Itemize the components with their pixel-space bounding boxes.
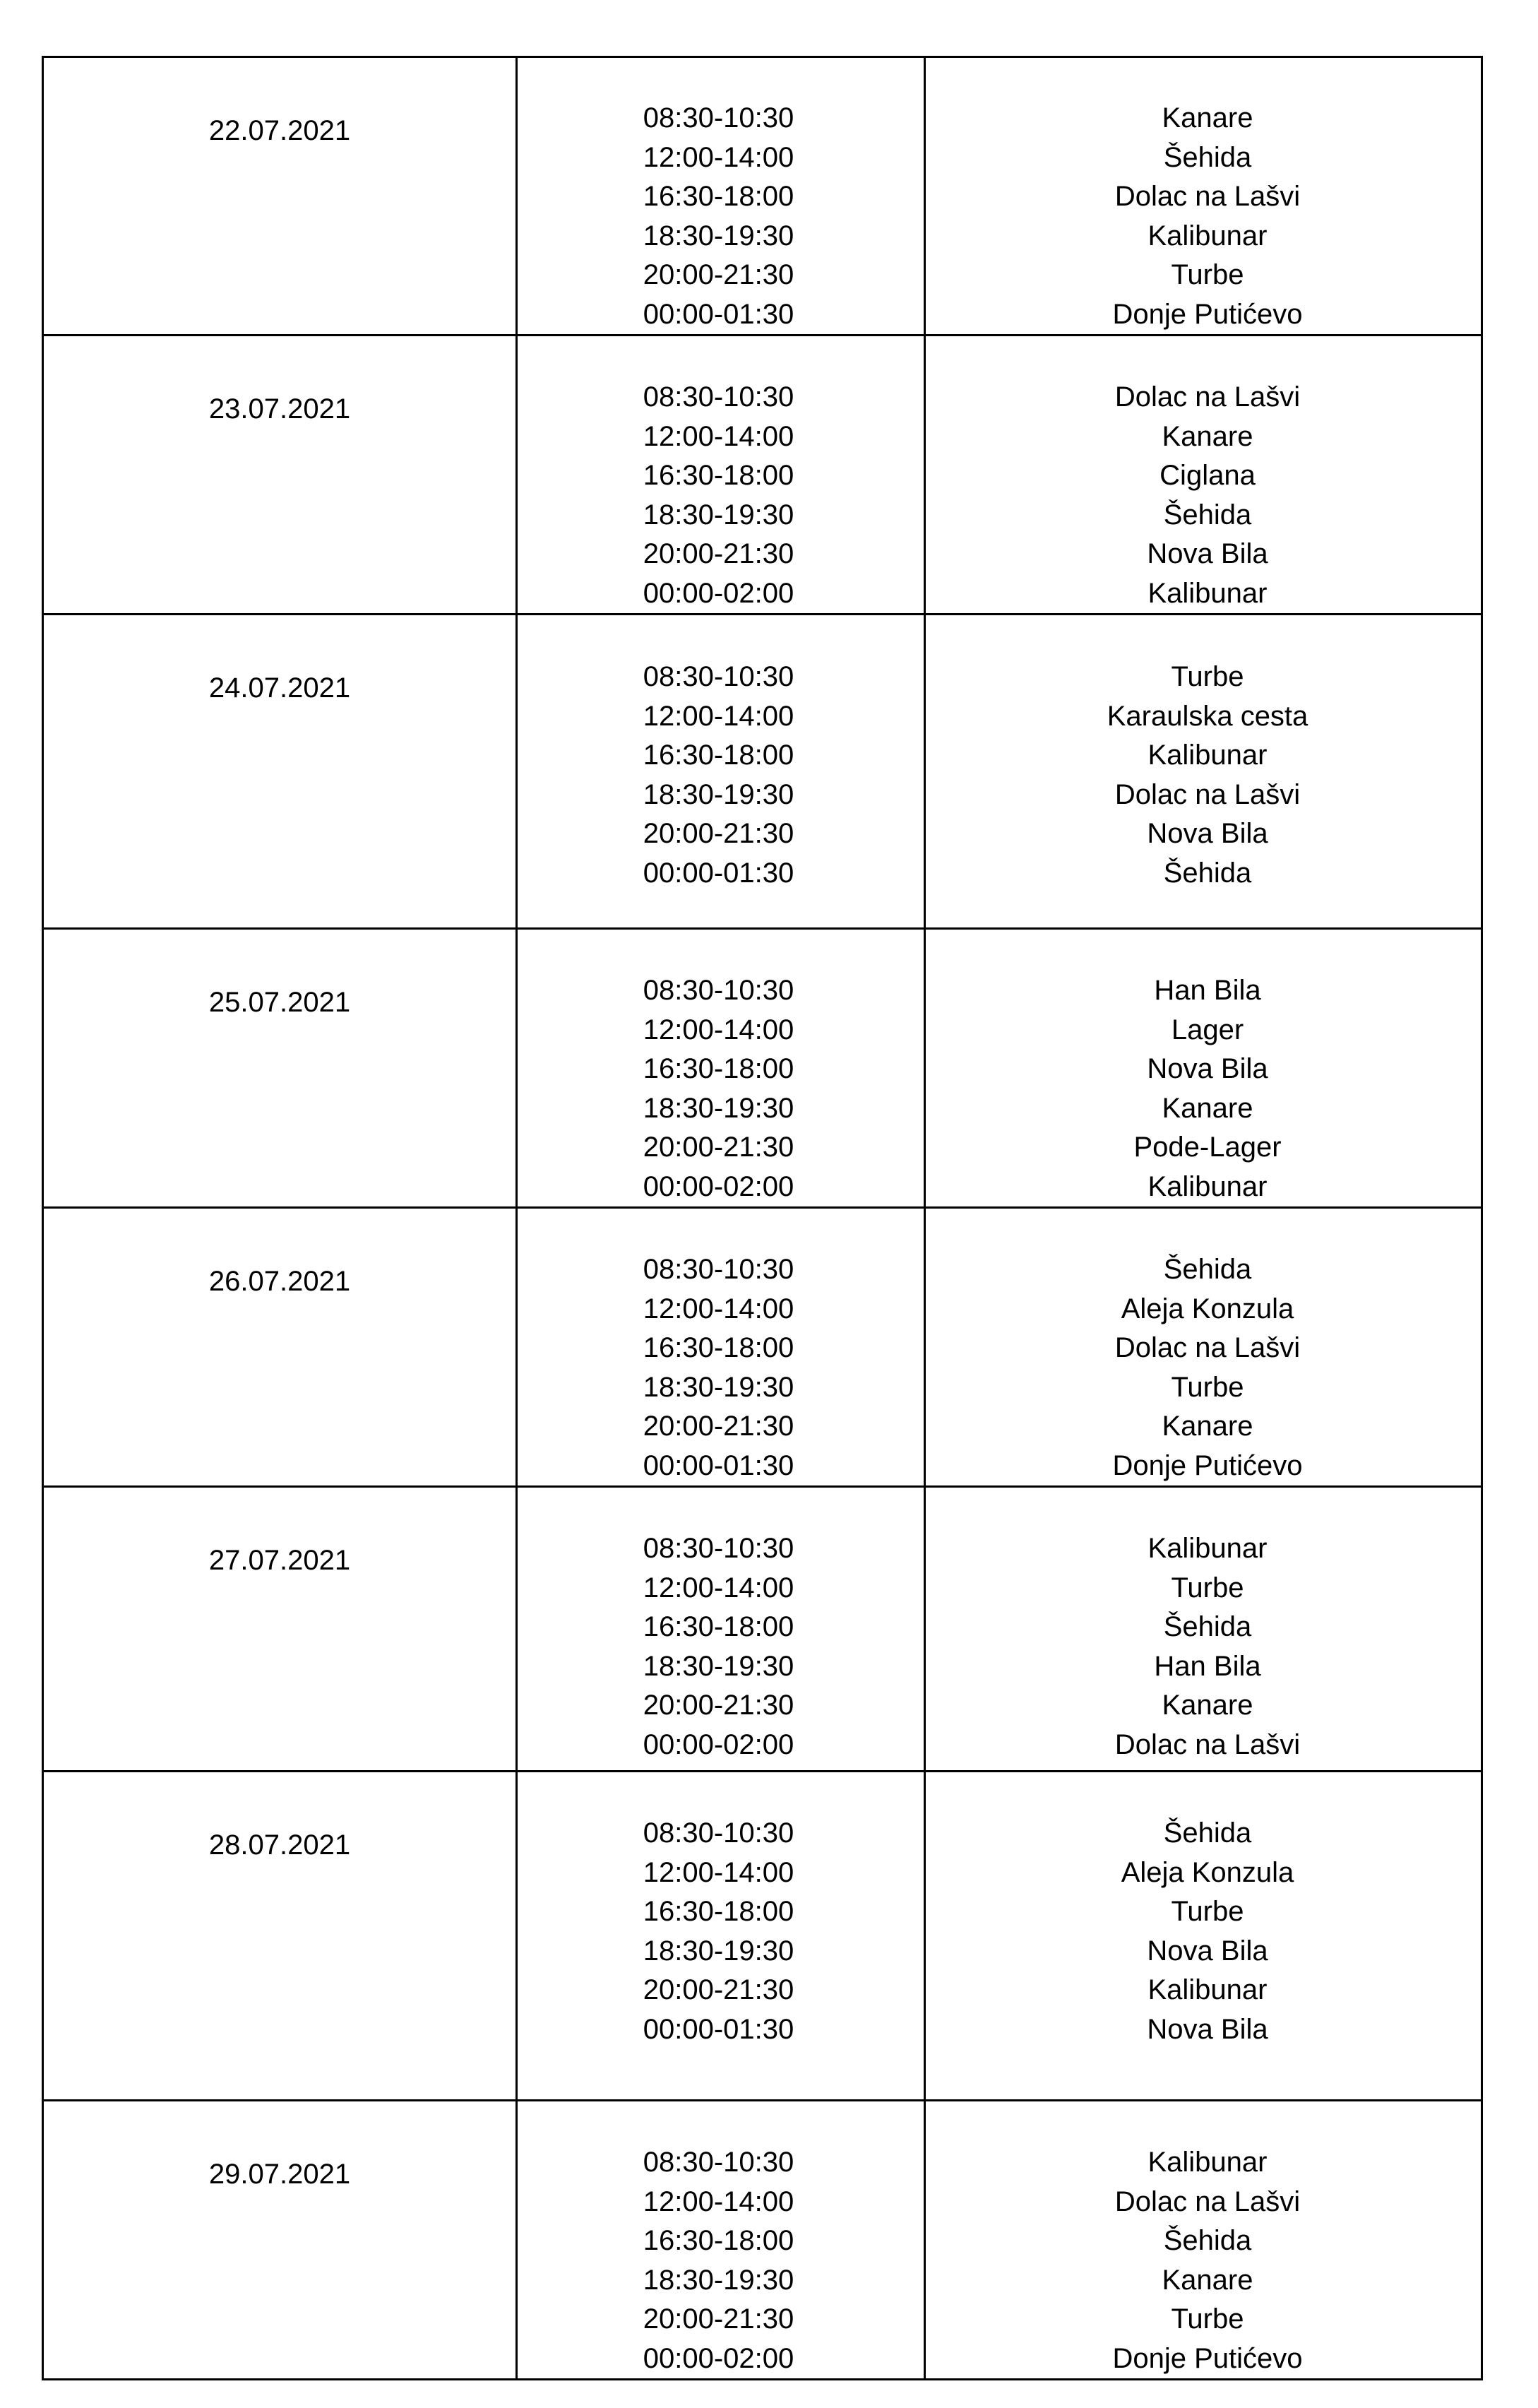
time-slot: 20:00-21:30 (643, 259, 794, 290)
location-name: Dolac na Lašvi (1114, 1332, 1301, 1363)
location-name: Dolac na Lašvi (1114, 2185, 1301, 2217)
time-slot: 18:30-19:30 (643, 1371, 794, 1403)
time-slots-cell (517, 57, 925, 336)
date-cell (43, 57, 517, 336)
location-name: Turbe (1171, 1572, 1244, 1603)
time-slots-cell (517, 1487, 925, 1772)
location-name: Turbe (1171, 2303, 1244, 2335)
time-slot: 12:00-14:00 (643, 1014, 794, 1045)
schedule-row (43, 1208, 1482, 1487)
location-name: Dolac na Lašvi (1114, 778, 1301, 810)
schedule-row (43, 929, 1482, 1208)
date-cell (43, 615, 517, 929)
time-slot: 00:00-01:30 (643, 1449, 794, 1481)
time-slot: 12:00-14:00 (643, 1293, 794, 1324)
location-name: Kalibunar (1147, 1974, 1268, 2005)
date-cell (43, 2101, 517, 2380)
location-name: Nova Bila (1147, 1053, 1268, 1084)
time-slots-cell (517, 929, 925, 1208)
time-slot: 16:30-18:00 (643, 1053, 794, 1084)
time-slots-cell (517, 1208, 925, 1487)
time-slot: 12:00-14:00 (643, 420, 794, 452)
schedule-row (43, 615, 1482, 929)
date-cell (43, 1487, 517, 1772)
time-slot: 08:30-10:30 (643, 2147, 794, 2178)
date-text: 29.07.2021 (208, 2159, 351, 2190)
time-slot: 08:30-10:30 (643, 102, 794, 134)
time-slot: 12:00-14:00 (643, 141, 794, 173)
locations-cell (925, 1487, 1482, 1772)
time-slot: 00:00-02:00 (643, 1728, 794, 1760)
time-slot: 18:30-19:30 (643, 220, 794, 251)
time-slot: 00:00-02:00 (643, 2342, 794, 2374)
location-name: Kanare (1162, 1092, 1253, 1124)
location-name: Turbe (1171, 1896, 1244, 1927)
location-name: Donje Putićevo (1112, 1449, 1303, 1481)
location-name: Ciglana (1160, 460, 1256, 491)
time-slot: 18:30-19:30 (643, 1935, 794, 1967)
date-text: 24.07.2021 (208, 672, 351, 704)
schedule-body (43, 57, 1482, 2380)
locations-cell (925, 1772, 1482, 2101)
time-slot: 18:30-19:30 (643, 1092, 794, 1124)
date-cell (43, 1772, 517, 2101)
time-slot: 20:00-21:30 (643, 2303, 794, 2335)
location-name: Kalibunar (1147, 220, 1268, 251)
location-name: Kanare (1162, 1690, 1253, 1721)
date-text: 23.07.2021 (208, 393, 351, 425)
location-name: Kalibunar (1147, 1170, 1268, 1202)
schedule-table (42, 56, 1483, 2380)
locations-cell (925, 2101, 1482, 2380)
time-slot: 16:30-18:00 (643, 181, 794, 212)
location-name: Kalibunar (1147, 577, 1268, 609)
time-slot: 00:00-01:30 (643, 2013, 794, 2045)
location-name: Šehida (1163, 499, 1252, 530)
location-name: Kanare (1162, 2264, 1253, 2296)
date-cell (43, 336, 517, 615)
time-slot: 16:30-18:00 (643, 740, 794, 771)
date-text: 22.07.2021 (208, 115, 351, 146)
location-name: Šehida (1163, 1611, 1252, 1642)
location-name: Lager (1171, 1014, 1244, 1045)
time-slot: 00:00-01:30 (643, 857, 794, 889)
time-slot: 00:00-02:00 (643, 577, 794, 609)
location-name: Han Bila (1154, 975, 1261, 1006)
location-name: Nova Bila (1147, 2013, 1268, 2045)
time-slot: 12:00-14:00 (643, 1572, 794, 1603)
locations-cell (925, 615, 1482, 929)
time-slot: 12:00-14:00 (643, 700, 794, 732)
time-slot: 12:00-14:00 (643, 2185, 794, 2217)
location-name: Nova Bila (1147, 1935, 1268, 1967)
location-name: Aleja Konzula (1121, 1293, 1294, 1324)
time-slot: 08:30-10:30 (643, 1533, 794, 1564)
time-slot: 18:30-19:30 (643, 778, 794, 810)
time-slot: 00:00-02:00 (643, 1170, 794, 1202)
time-slot: 16:30-18:00 (643, 460, 794, 491)
location-name: Donje Putićevo (1112, 2342, 1303, 2374)
location-name: Turbe (1171, 1371, 1244, 1403)
locations-cell (925, 1208, 1482, 1487)
location-name: Karaulska cesta (1107, 700, 1309, 732)
time-slot: 16:30-18:00 (643, 1611, 794, 1642)
time-slot: 18:30-19:30 (643, 2264, 794, 2296)
location-name: Pode-Lager (1133, 1132, 1282, 1163)
location-name: Šehida (1163, 2225, 1252, 2256)
time-slot: 16:30-18:00 (643, 1896, 794, 1927)
schedule-row (43, 2101, 1482, 2380)
time-slot: 08:30-10:30 (643, 661, 794, 692)
time-slot: 12:00-14:00 (643, 1856, 794, 1888)
schedule-row (43, 1487, 1482, 1772)
time-slot: 18:30-19:30 (643, 499, 794, 530)
location-name: Dolac na Lašvi (1114, 381, 1301, 413)
time-slots-cell (517, 336, 925, 615)
time-slot: 20:00-21:30 (643, 1132, 794, 1163)
time-slots-cell (517, 2101, 925, 2380)
location-name: Donje Putićevo (1112, 298, 1303, 330)
time-slot: 20:00-21:30 (643, 538, 794, 569)
schedule-row (43, 1772, 1482, 2101)
schedule-row (43, 57, 1482, 336)
date-cell (43, 1208, 517, 1487)
date-text: 26.07.2021 (208, 1266, 351, 1297)
time-slot: 00:00-01:30 (643, 298, 794, 330)
location-name: Kanare (1162, 1411, 1253, 1442)
time-slot: 20:00-21:30 (643, 1690, 794, 1721)
location-name: Kalibunar (1147, 740, 1268, 771)
time-slots-cell (517, 1772, 925, 2101)
time-slots-cell (517, 615, 925, 929)
time-slot: 08:30-10:30 (643, 1817, 794, 1849)
location-name: Šehida (1163, 1817, 1252, 1849)
date-cell (43, 929, 517, 1208)
time-slot: 08:30-10:30 (643, 975, 794, 1006)
date-text: 27.07.2021 (208, 1545, 351, 1576)
location-name: Kanare (1162, 420, 1253, 452)
date-text: 25.07.2021 (208, 987, 351, 1018)
location-name: Turbe (1171, 259, 1244, 290)
time-slot: 18:30-19:30 (643, 1650, 794, 1682)
locations-cell (925, 57, 1482, 336)
location-name: Nova Bila (1147, 538, 1268, 569)
time-slot: 20:00-21:30 (643, 818, 794, 849)
location-name: Kalibunar (1147, 2147, 1268, 2178)
location-name: Aleja Konzula (1121, 1856, 1294, 1888)
location-name: Dolac na Lašvi (1114, 181, 1301, 212)
location-name: Nova Bila (1147, 818, 1268, 849)
location-name: Han Bila (1154, 1650, 1261, 1682)
time-slot: 16:30-18:00 (643, 2225, 794, 2256)
time-slot: 16:30-18:00 (643, 1332, 794, 1363)
location-name: Kanare (1162, 102, 1253, 134)
time-slot: 08:30-10:30 (643, 381, 794, 413)
schedule-row (43, 336, 1482, 615)
location-name: Šehida (1163, 141, 1252, 173)
time-slot: 20:00-21:30 (643, 1974, 794, 2005)
location-name: Šehida (1163, 1254, 1252, 1285)
location-name: Turbe (1171, 661, 1244, 692)
time-slot: 08:30-10:30 (643, 1254, 794, 1285)
location-name: Dolac na Lašvi (1114, 1728, 1301, 1760)
time-slot: 20:00-21:30 (643, 1411, 794, 1442)
locations-cell (925, 336, 1482, 615)
location-name: Šehida (1163, 857, 1252, 889)
date-text: 28.07.2021 (208, 1829, 351, 1861)
locations-cell (925, 929, 1482, 1208)
location-name: Kalibunar (1147, 1533, 1268, 1564)
